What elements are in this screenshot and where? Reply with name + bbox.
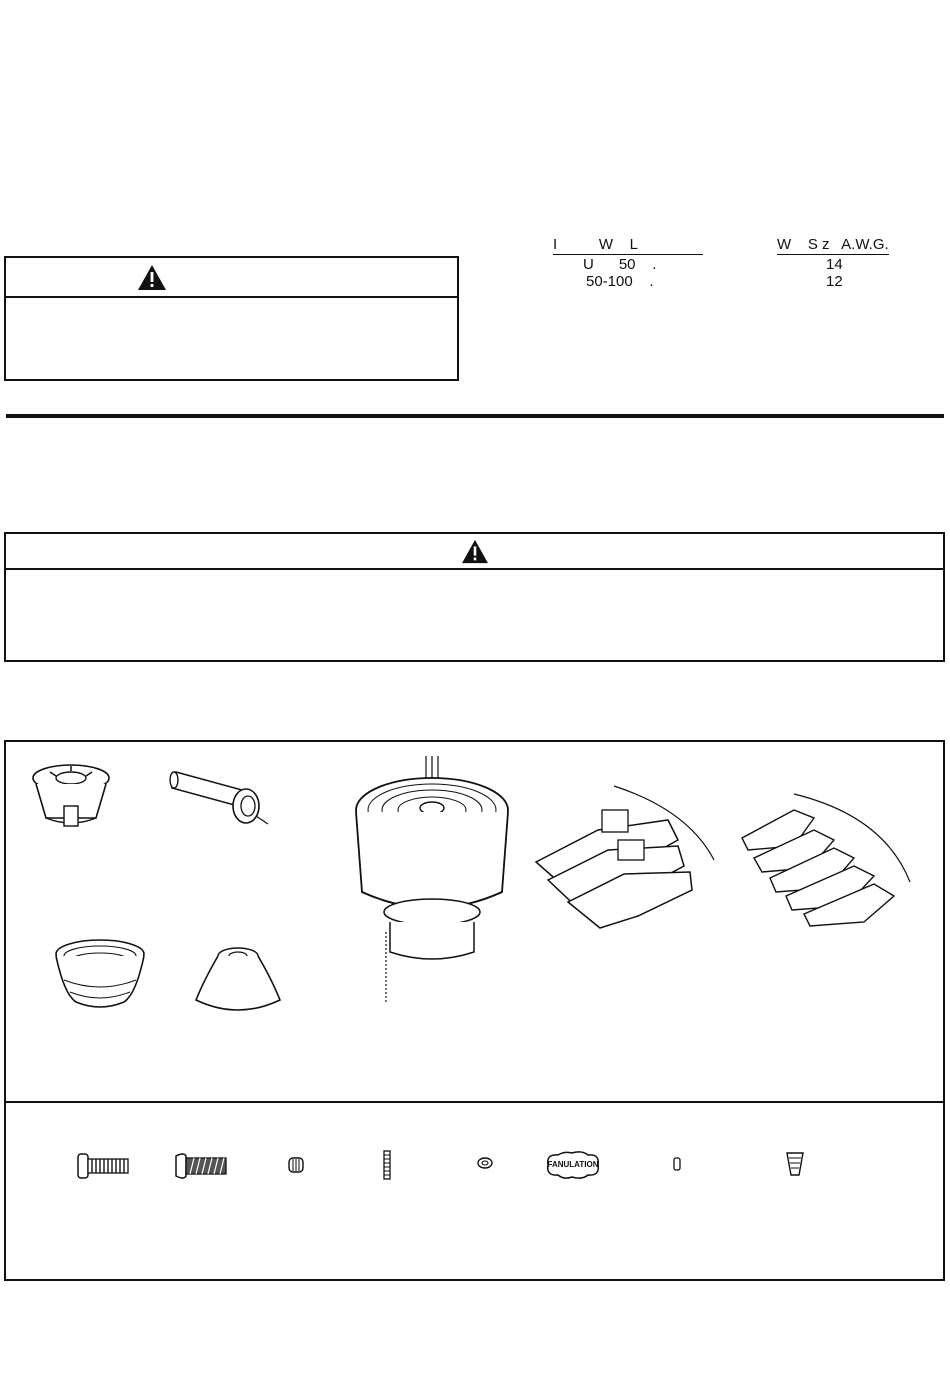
wire-size-header: W S z A.W.G. [777, 236, 889, 253]
parts-box-divider [6, 1101, 943, 1103]
warning-box-wide [4, 532, 945, 662]
blade-arm-set-icon [528, 780, 720, 930]
threaded-rod-icon [382, 1150, 392, 1180]
wire-size-row-2: 12 [826, 273, 843, 290]
canopy-icon [52, 936, 148, 1016]
parts-box [4, 740, 945, 1281]
washer-icon [476, 1156, 494, 1170]
ceiling-mounting-bracket-icon [30, 762, 112, 834]
coupling-cover-icon [192, 940, 284, 1016]
wire-length-row-2: 50-100 . [586, 273, 654, 290]
wire-length-header: I W L [553, 236, 703, 255]
blade-screw-icon [174, 1152, 230, 1180]
fiber-washer-icon [542, 1150, 604, 1180]
wire-connector-icon [784, 1150, 806, 1178]
section-divider [6, 414, 944, 418]
warning-body [6, 298, 457, 379]
machine-screw-icon [76, 1152, 132, 1180]
nut-icon [287, 1155, 305, 1175]
warning-triangle-icon [137, 264, 167, 291]
warning-header-wide [6, 534, 943, 570]
fan-motor-assembly-icon [346, 752, 518, 1002]
warning-triangle-icon [461, 539, 489, 564]
warning-header [6, 258, 457, 298]
wire-size-row-1: 14 [826, 256, 843, 273]
warning-box-small [4, 256, 459, 381]
wire-length-row-1: U 50 . [583, 256, 657, 273]
spacer-icon [672, 1156, 682, 1172]
warning-body-wide [6, 570, 943, 660]
wire-table [553, 236, 913, 296]
blade-set-icon [734, 790, 914, 930]
fiber-washer-logo: FANULATION [547, 1160, 599, 1169]
downrod-icon [168, 766, 273, 838]
